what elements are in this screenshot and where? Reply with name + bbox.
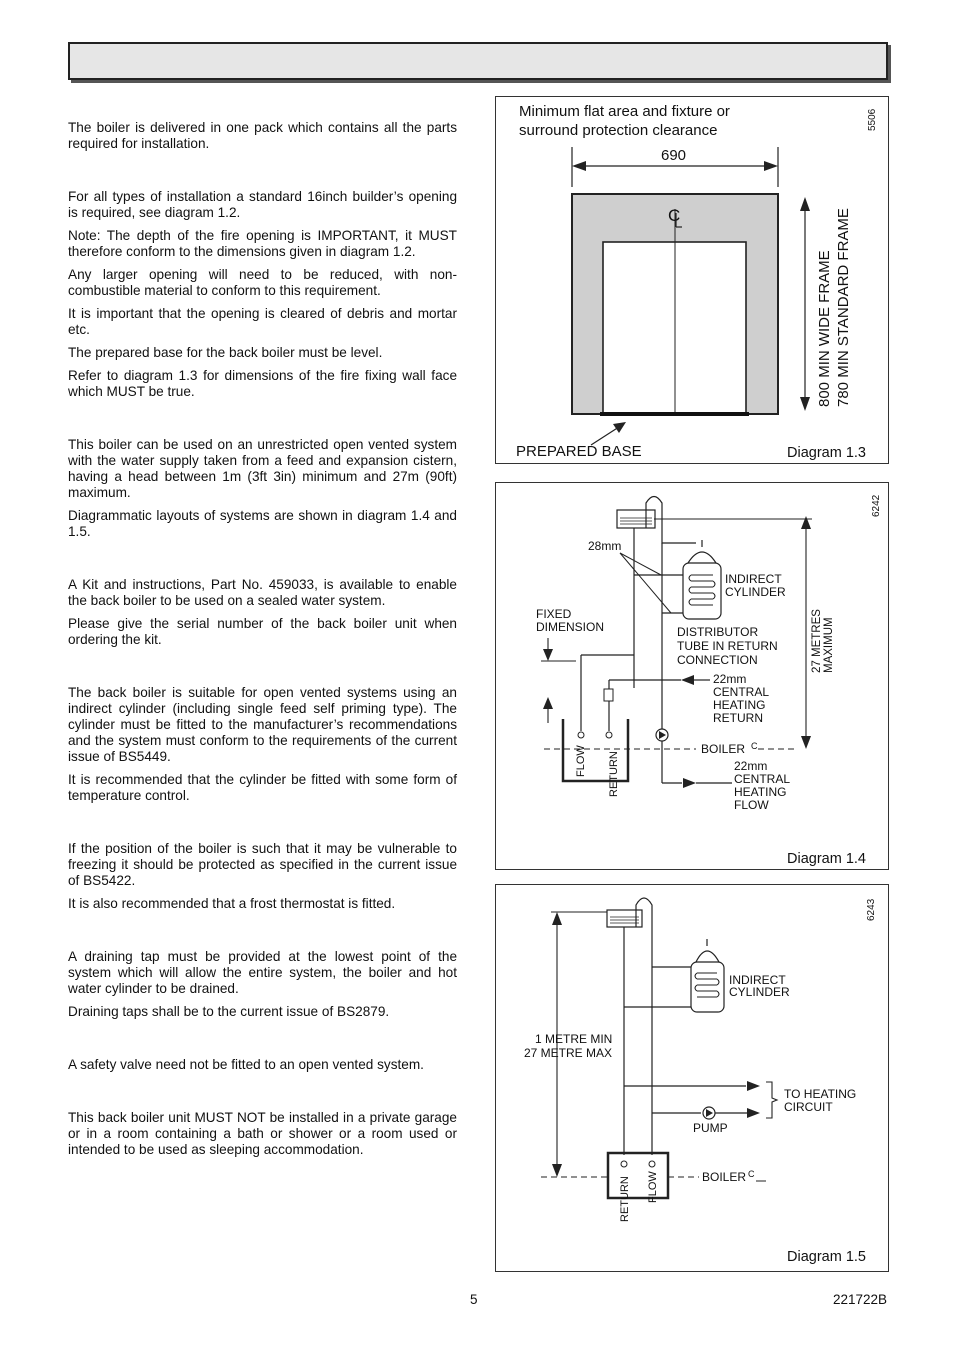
- paragraph: For all types of installation a standard 16inch builder’s opening is required, see diagram 1.2.: [68, 189, 457, 220]
- paragraph: Please give the serial number of the back boiler unit when ordering the kit.: [68, 616, 457, 647]
- paragraph: A draining tap must be provided at the lowest point of the system which will allow the entire system, the boiler and hot water cylinder to be drained.: [68, 949, 457, 996]
- paragraph: The boiler is delivered in one pack which contains all the parts required for installation.: [68, 120, 457, 151]
- paragraph: The back boiler is suitable for open vented systems using an indirect cylinder (including single feed self priming type). The cylinder must be fitted to the manufacturer’s recommendations and the system must conform to the requirements of the current issue of BS5449.: [68, 685, 457, 764]
- distributor-label-1: DISTRIBUTOR: [677, 625, 759, 639]
- height-label-2: 780 MIN STANDARD FRAME: [835, 208, 852, 407]
- paragraph: Note: The depth of the fire opening is IMPORTANT, it MUST therefore conform to the dimensions given in diagram 1.2.: [68, 228, 457, 259]
- flow-pipe-label-2: CENTRAL: [734, 772, 791, 786]
- height-label-1: 27 METRES: [811, 609, 823, 673]
- paragraph: Diagrammatic layouts of systems are shown in diagram 1.4 and 1.5.: [68, 508, 457, 539]
- diagram-1-5: [495, 884, 889, 1272]
- heading-line-1: Minimum flat area and fixture or: [519, 103, 730, 120]
- paragraph: It is also recommended that a frost thermostat is fitted.: [68, 896, 396, 911]
- heating-circuit-label-1: TO HEATING: [784, 1087, 857, 1101]
- centre-line-mark: C: [748, 1169, 755, 1179]
- flow-pipe-label-4: FLOW: [734, 798, 769, 812]
- paragraph: A safety valve need not be fitted to an open vented system.: [68, 1057, 424, 1072]
- diagram-caption: Diagram 1.5: [787, 1249, 866, 1265]
- instructions-text-column: [68, 120, 457, 1165]
- diagram-1-4: [495, 482, 889, 870]
- boiler-centre-label: BOILER: [702, 1170, 747, 1184]
- ref-code: 5506: [867, 108, 878, 131]
- cylinder-label-1: INDIRECT: [725, 572, 782, 586]
- centre-line-mark: C: [751, 741, 758, 751]
- flow-pipe-label-1: 22mm: [734, 759, 768, 773]
- return-pipe-label-3: HEATING: [713, 698, 766, 712]
- cylinder-label-2: CYLINDER: [725, 585, 786, 599]
- paragraph: Refer to diagram 1.3 for dimensions of the fire fixing wall face which MUST be true.: [68, 368, 457, 399]
- return-connection-label: RETURN: [619, 1176, 631, 1222]
- heading-line-2: surround protection clearance: [519, 122, 718, 139]
- cylinder-label-2: CYLINDER: [729, 985, 790, 999]
- distributor-label-2: TUBE IN RETURN: [677, 639, 778, 653]
- flow-pipe-label-3: HEATING: [734, 785, 787, 799]
- head-label-1: 1 METRE MIN: [535, 1032, 613, 1046]
- diagram-caption: Diagram 1.3: [787, 445, 866, 461]
- ref-code: 6242: [871, 494, 882, 517]
- flow-connection-label: FLOW: [575, 745, 587, 777]
- return-pipe-label-1: 22mm: [713, 672, 747, 686]
- ref-code: 6243: [866, 898, 877, 921]
- diagram-1-3: [495, 96, 889, 464]
- paragraph: This back boiler unit MUST NOT be installed in a private garage or in a room containing a bath or shower or a room used or intended to be used as sleeping accommodation.: [68, 1110, 457, 1157]
- paragraph: It is recommended that the cylinder be fitted with some form of temperature control.: [68, 772, 457, 803]
- page-number: 5: [470, 1292, 478, 1307]
- section-header-bar: [68, 42, 888, 80]
- paragraph: Any larger opening will need to be reduced, with non-combustible material to conform to this requirement.: [68, 267, 457, 298]
- pipe-size-28mm: 28mm: [588, 539, 622, 553]
- height-label-1: 800 MIN WIDE FRAME: [816, 250, 833, 407]
- cylinder-label-1: INDIRECT: [729, 973, 786, 987]
- centre-line-mark: C: [668, 206, 681, 225]
- pump-label: PUMP: [693, 1121, 728, 1135]
- boiler-centre-label: BOILER: [701, 742, 746, 756]
- diagram-caption: Diagram 1.4: [787, 851, 866, 867]
- return-pipe-label-2: CENTRAL: [713, 685, 770, 699]
- paragraph: The prepared base for the back boiler must be level.: [68, 345, 383, 360]
- distributor-label-3: CONNECTION: [677, 653, 758, 667]
- return-connection-label: RETURN: [608, 751, 620, 797]
- document-code: 221722B: [833, 1292, 888, 1307]
- return-pipe-label-4: RETURN: [713, 711, 763, 725]
- paragraph: A Kit and instructions, Part No. 459033, is available to enable the back boiler to be used on a sealed water system.: [68, 577, 457, 608]
- prepared-base-label: PREPARED BASE: [516, 443, 642, 460]
- paragraph: It is important that the opening is cleared of debris and mortar etc.: [68, 306, 457, 337]
- paragraph: If the position of the boiler is such that it may be vulnerable to freezing it should be protected as specified in the current issue of BS5422.: [68, 841, 457, 888]
- paragraph: Draining taps shall be to the current issue of BS2879.: [68, 1004, 390, 1019]
- paragraph: This boiler can be used on an unrestricted open vented system with the water supply taken from a feed and expansion cistern, having a head between 1m (3ft 3in) minimum and 27m (90ft) maximum.: [68, 437, 457, 500]
- fixed-dimension-label-1: FIXED: [536, 607, 572, 621]
- flow-connection-label: FLOW: [647, 1171, 659, 1203]
- heating-circuit-label-2: CIRCUIT: [784, 1100, 833, 1114]
- head-label-2: 27 METRE MAX: [524, 1046, 613, 1060]
- fixed-dimension-label-2: DIMENSION: [536, 620, 605, 634]
- width-dimension: 690: [661, 147, 687, 164]
- height-label-2: MAXIMUM: [823, 617, 835, 673]
